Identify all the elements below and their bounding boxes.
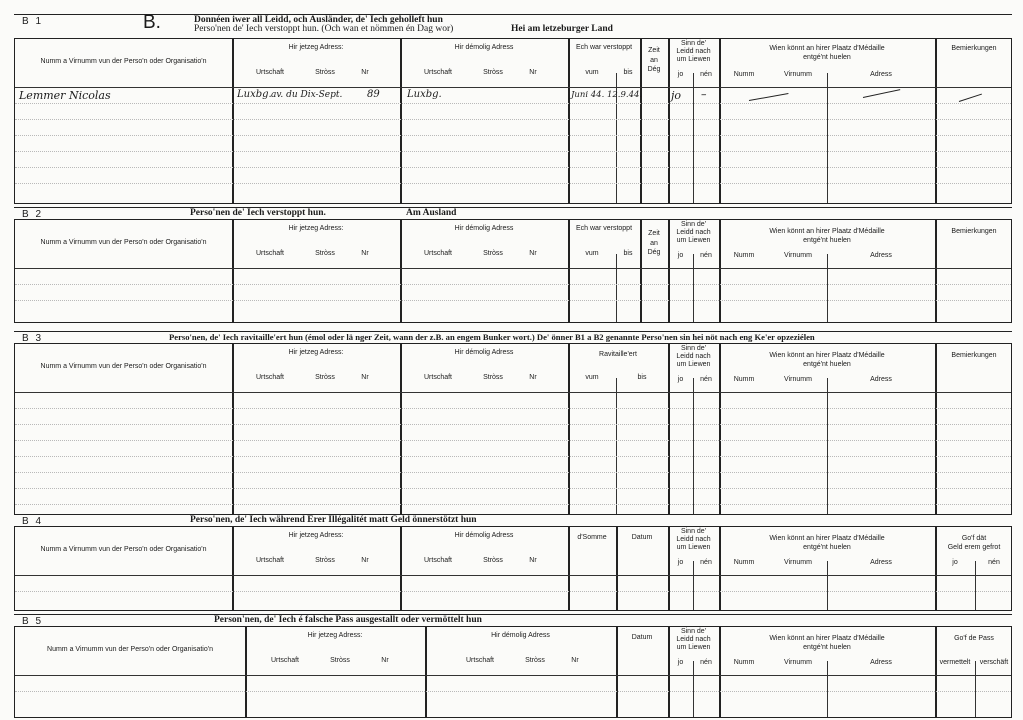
col-street: Stròss bbox=[315, 374, 335, 381]
col-surname: Numm bbox=[733, 559, 755, 566]
col-medal-2: entgé'nt huelen bbox=[803, 361, 851, 368]
col-no: nén bbox=[700, 71, 712, 78]
col-number: Nr bbox=[361, 557, 369, 564]
empty-mark bbox=[863, 89, 900, 98]
col-name-header: Numm a Virnumm vun der Perso'n oder Organisatio'n bbox=[40, 239, 207, 246]
col-yes: jo bbox=[677, 559, 684, 566]
col-street: Stròss bbox=[315, 557, 335, 564]
col-street: Stròss bbox=[525, 657, 545, 664]
col-current-address-header: Hir jetzeg Adress: bbox=[307, 632, 363, 639]
col-money-2: Geld erem gefrot bbox=[947, 544, 1001, 551]
section-b2 bbox=[14, 207, 1012, 323]
col-locality: Urtschaft bbox=[255, 250, 284, 257]
col-name-header: Numm a Virnumm vun der Perso'n oder Organisatio'n bbox=[40, 363, 207, 370]
section-code: B 3 bbox=[22, 333, 44, 344]
col-alive-3: um Liewen bbox=[676, 544, 711, 551]
col-locality: Urtschaft bbox=[465, 657, 494, 664]
col-from: vum bbox=[585, 250, 599, 257]
col-medal-2: entgé'nt huelen bbox=[803, 544, 851, 551]
col-medal-2: entgé'nt huelen bbox=[803, 644, 851, 651]
table-b1 bbox=[14, 38, 1012, 204]
col-alive-1: Sinn de' bbox=[680, 628, 707, 635]
col-firstname: Virnumm bbox=[784, 252, 812, 259]
col-alive-2: Leidd nach bbox=[676, 48, 711, 55]
section-b5 bbox=[14, 614, 1012, 720]
section-subtitle: Perso'nen de' Iech verstoppt hun. (Och wan et nömmen én Dag wor) bbox=[194, 24, 454, 34]
col-address: Adress bbox=[870, 659, 892, 666]
col-firstname: Virnumm bbox=[784, 376, 812, 383]
col-number: Nr bbox=[529, 557, 537, 564]
col-time-3: Dég bbox=[647, 66, 661, 73]
col-time-3: Dég bbox=[647, 249, 661, 256]
section-code: B 1 bbox=[22, 16, 44, 27]
col-locality: Urtschaft bbox=[270, 657, 299, 664]
col-name-header: Numm a Virnumm vun der Perso'n oder Organisatio'n bbox=[40, 546, 207, 553]
col-locality: Urtschaft bbox=[423, 69, 452, 76]
col-issued: vermettelt bbox=[939, 659, 971, 666]
entry-previous-locality: Luxbg. bbox=[407, 89, 442, 100]
section-code: B 4 bbox=[22, 516, 44, 527]
col-street: Stròss bbox=[315, 69, 335, 76]
col-time-2: an bbox=[650, 57, 658, 64]
col-name-header: Numm a Virnumm vun der Perso'n oder Organisatio'n bbox=[47, 646, 213, 653]
col-street: Stròss bbox=[483, 374, 503, 381]
col-yes: jo bbox=[677, 252, 684, 259]
col-locality: Urtschaft bbox=[255, 557, 284, 564]
section-location: Am Ausland bbox=[406, 208, 457, 218]
col-previous-address-header: Hir démolig Adress bbox=[454, 225, 514, 232]
col-time-1: Zeit bbox=[648, 230, 660, 237]
col-yes: jo bbox=[677, 71, 684, 78]
section-title: Donnéen iwer all Leidd, och Ausländer, de' Iech geholleft hun bbox=[194, 15, 443, 25]
col-surname: Numm bbox=[733, 659, 755, 666]
table-b5 bbox=[14, 626, 1012, 718]
col-to: bis bbox=[623, 250, 633, 257]
col-alive-3: um Liewen bbox=[676, 361, 711, 368]
col-yes: jo bbox=[677, 659, 684, 666]
entry-current-number: 89 bbox=[367, 89, 380, 100]
col-number: Nr bbox=[361, 374, 369, 381]
col-alive-2: Leidd nach bbox=[676, 536, 711, 543]
col-alive-1: Sinn de' bbox=[680, 40, 707, 47]
col-firstname: Virnumm bbox=[784, 659, 812, 666]
col-pass-header: Go'f de Pass bbox=[954, 635, 994, 642]
col-medal-2: entgé'nt huelen bbox=[803, 54, 851, 61]
table-b2 bbox=[14, 219, 1012, 323]
col-previous-address-header: Hir démolig Adress bbox=[454, 532, 514, 539]
col-previous-address-header: Hir démolig Adress bbox=[454, 349, 514, 356]
col-address: Adress bbox=[870, 559, 892, 566]
col-street: Stròss bbox=[483, 250, 503, 257]
col-medal-1: Wien könnt an hirer Plaatz d'Médaille bbox=[769, 228, 885, 235]
entry-alive-no: – bbox=[701, 88, 707, 101]
col-medal-1: Wien könnt an hirer Plaatz d'Médaille bbox=[769, 535, 885, 542]
col-previous-address-header: Hir démolig Adress bbox=[454, 44, 514, 51]
col-date: Datum bbox=[631, 634, 653, 641]
col-number: Nr bbox=[571, 657, 579, 664]
col-alive-1: Sinn de' bbox=[680, 528, 707, 535]
col-remarks: Bemierkungen bbox=[951, 352, 997, 359]
entry-period: Juni 44. 12.9.44. bbox=[571, 90, 643, 100]
col-name-header: Numm a Virnumm vun der Perso'n oder Organisatio'n bbox=[40, 58, 207, 65]
col-surname: Numm bbox=[733, 71, 755, 78]
col-no: nén bbox=[700, 376, 712, 383]
col-remarks: Bemierkungen bbox=[951, 45, 997, 52]
col-money-1: Go'f dät bbox=[961, 535, 987, 542]
col-address: Adress bbox=[870, 252, 892, 259]
col-medal-1: Wien könnt an hirer Plaatz d'Médaille bbox=[769, 635, 885, 642]
section-title: Perso'nen, de' Iech ravitaille'ert hun (émol oder lä nger Zeit, wann der z.B. an engem Bunker wort.) De' önner B1 a B2 genannte Perso'nen sin hei nöt nach eng Ke'er opzeziélen bbox=[169, 332, 815, 342]
section-code: B 5 bbox=[22, 616, 44, 627]
col-current-address-header: Hir jetzeg Adress: bbox=[288, 349, 344, 356]
col-alive-3: um Liewen bbox=[676, 237, 711, 244]
col-from: vum bbox=[585, 69, 599, 76]
col-to: bis bbox=[637, 374, 647, 381]
section-title: Perso'nen, de' Iech während Erer Illégalitét matt Geld önnerstötzt hun bbox=[190, 515, 477, 525]
section-title: Perso'nen de' Iech verstoppt hun. bbox=[190, 208, 326, 218]
col-supplied-header: Ravitaille'ert bbox=[599, 351, 637, 358]
section-b4 bbox=[14, 514, 1012, 611]
col-alive-2: Leidd nach bbox=[676, 229, 711, 236]
section-location: Hei am letzeburger Land bbox=[511, 24, 613, 34]
col-to: bis bbox=[623, 69, 633, 76]
empty-mark bbox=[749, 93, 789, 101]
col-locality: Urtschaft bbox=[423, 250, 452, 257]
section-code: B 2 bbox=[22, 209, 44, 220]
col-alive-3: um Liewen bbox=[676, 644, 711, 651]
col-alive-1: Sinn de' bbox=[680, 345, 707, 352]
col-number: Nr bbox=[361, 250, 369, 257]
section-b1 bbox=[14, 14, 1012, 204]
col-number: Nr bbox=[529, 374, 537, 381]
col-remarks: Bemierkungen bbox=[951, 228, 997, 235]
col-alive-1: Sinn de' bbox=[680, 221, 707, 228]
col-locality: Urtschaft bbox=[255, 374, 284, 381]
entry-name: Lemmer Nicolas bbox=[19, 89, 111, 102]
col-created: verschäft bbox=[979, 659, 1009, 666]
col-sum: d'Somme bbox=[577, 534, 607, 541]
col-current-address-header: Hir jetzeg Adress: bbox=[288, 225, 344, 232]
col-no: nén bbox=[700, 659, 712, 666]
col-no: nén bbox=[988, 559, 1000, 566]
col-number: Nr bbox=[381, 657, 389, 664]
col-number: Nr bbox=[361, 69, 369, 76]
col-previous-address-header: Hir démolig Adress bbox=[491, 632, 550, 639]
col-yes: jo bbox=[677, 376, 684, 383]
col-yes: jo bbox=[952, 559, 958, 566]
col-street: Stròss bbox=[483, 69, 503, 76]
col-current-address-header: Hir jetzeg Adress: bbox=[288, 44, 344, 51]
empty-mark bbox=[959, 94, 982, 102]
col-alive-3: um Liewen bbox=[676, 56, 711, 63]
col-address: Adress bbox=[870, 376, 892, 383]
section-title: Person'nen, de' Iech é falsche Pass ausgestallt oder vermöttelt hun bbox=[214, 615, 482, 625]
col-surname: Numm bbox=[733, 252, 755, 259]
col-current-address-header: Hir jetzeg Adress: bbox=[288, 532, 344, 539]
col-locality: Urtschaft bbox=[255, 69, 284, 76]
col-medal-1: Wien könnt an hirer Plaatz d'Médaille bbox=[769, 45, 885, 52]
col-address: Adress bbox=[870, 71, 892, 78]
col-time-2: an bbox=[650, 240, 658, 247]
col-street: Stròss bbox=[315, 250, 335, 257]
col-street: Stròss bbox=[483, 557, 503, 564]
col-hidden-header: Ech war verstoppt bbox=[575, 44, 633, 51]
col-medal-1: Wien könnt an hirer Plaatz d'Médaille bbox=[769, 352, 885, 359]
col-firstname: Virnumm bbox=[784, 559, 812, 566]
col-locality: Urtschaft bbox=[423, 374, 452, 381]
col-hidden-header: Ech war verstoppt bbox=[575, 225, 633, 232]
entry-alive-yes: jo bbox=[671, 89, 682, 102]
col-from: vum bbox=[585, 374, 599, 381]
col-no: nén bbox=[700, 252, 712, 259]
col-surname: Numm bbox=[733, 376, 755, 383]
col-no: nén bbox=[700, 559, 712, 566]
entry-current-street: av. du Dix-Sept. bbox=[271, 90, 343, 100]
section-b3 bbox=[14, 331, 1012, 515]
table-b4 bbox=[14, 526, 1012, 611]
col-number: Nr bbox=[529, 69, 537, 76]
col-time-1: Zeit bbox=[648, 47, 660, 54]
col-alive-2: Leidd nach bbox=[676, 353, 711, 360]
entry-current-locality: Luxbg. bbox=[237, 89, 272, 100]
col-street: Stròss bbox=[330, 657, 350, 664]
col-locality: Urtschaft bbox=[423, 557, 452, 564]
table-b3 bbox=[14, 343, 1012, 515]
form-letter: B. bbox=[143, 12, 161, 33]
col-firstname: Virnumm bbox=[784, 71, 812, 78]
col-medal-2: entgé'nt huelen bbox=[803, 237, 851, 244]
col-alive-2: Leidd nach bbox=[676, 636, 711, 643]
col-number: Nr bbox=[529, 250, 537, 257]
col-date: Datum bbox=[631, 534, 653, 541]
